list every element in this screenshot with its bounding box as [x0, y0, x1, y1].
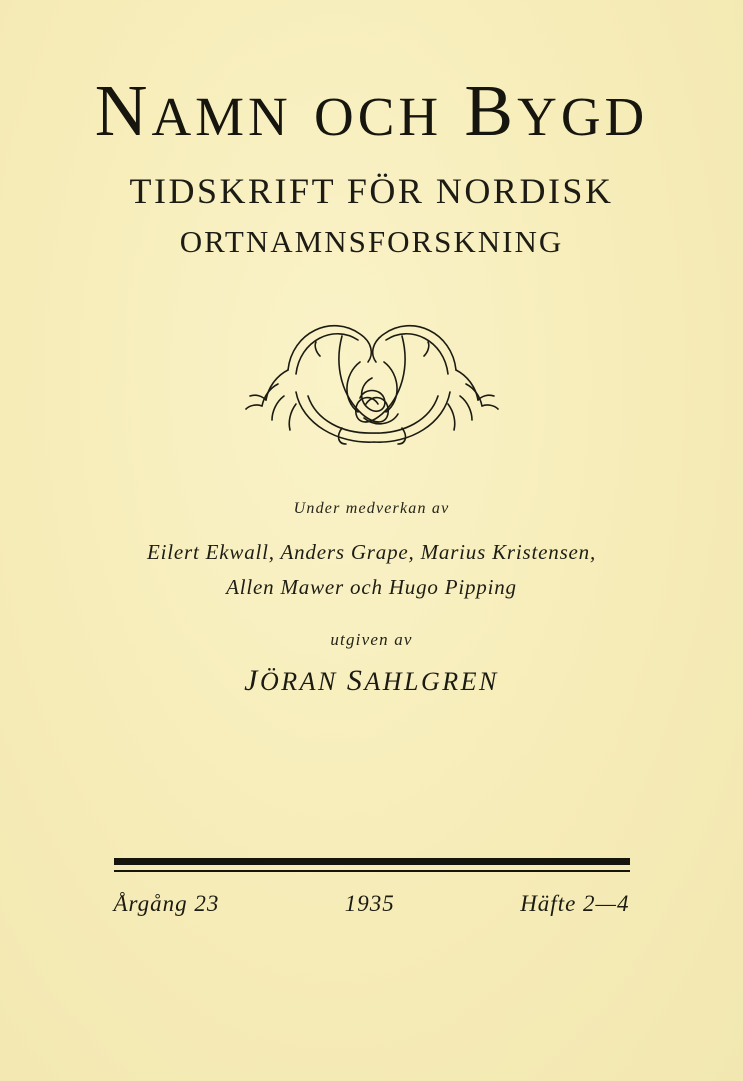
- contributors-line-2: Allen Mawer och Hugo Pipping: [226, 575, 517, 599]
- title-letter-b: B: [464, 70, 518, 151]
- editor-last-rest: AHLGREN: [364, 666, 499, 696]
- editor-initial-s: S: [346, 663, 365, 697]
- divider-rule-thin: [114, 870, 630, 872]
- issue-label: Häfte 2—4: [520, 891, 630, 916]
- contributors-line-1: Eilert Ekwall, Anders Grape, Marius Kristensen,: [146, 540, 597, 565]
- editor-first-rest: ÖRAN: [259, 666, 338, 696]
- floral-scroll-ornament-icon: [192, 296, 552, 456]
- editor-name: [0, 664, 743, 698]
- issue-line: [114, 891, 630, 917]
- masthead: [0, 70, 743, 260]
- title-word-ygd: YGD: [517, 86, 649, 147]
- journal-title: [0, 70, 743, 151]
- year-label: 1935: [344, 891, 395, 916]
- published-by-label: utgiven av: [330, 629, 413, 649]
- journal-subtitle-line-2: ORTNAMNSFORSKNING: [179, 224, 564, 260]
- credits-block: [0, 500, 743, 697]
- with-participation-label: Under medverkan av: [293, 500, 450, 518]
- title-letter-n: N: [94, 70, 152, 151]
- footer-block: [0, 858, 743, 917]
- editor-initial-j: J: [244, 663, 260, 697]
- divider-rule-thick: [114, 858, 630, 865]
- title-word-och: OCH: [314, 86, 443, 147]
- volume-label: Årgång 23: [113, 891, 220, 916]
- title-word-amn: AMN: [151, 86, 292, 147]
- journal-subtitle-line-1: TIDSKRIFT FÖR NORDISK: [129, 171, 614, 212]
